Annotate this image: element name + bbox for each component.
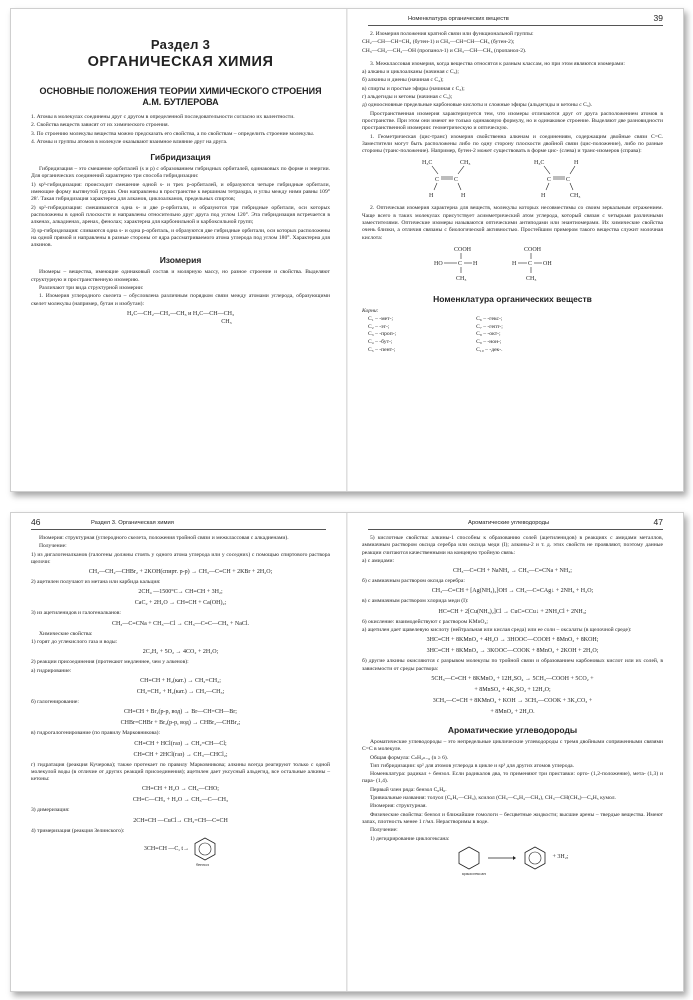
paragraph: б) галогенирование: (31, 698, 79, 705)
page-number: 39 (653, 13, 663, 23)
trimerization-row (31, 836, 330, 862)
list-item: г) альдегиды и кетоны (начиная с C₃); (362, 94, 453, 101)
hybrid-title: Гибридизация (150, 152, 211, 163)
lactic-acid-structure (362, 243, 662, 283)
formula: + 3H₂; (552, 854, 569, 861)
book-spread-top (10, 8, 684, 492)
page-left (11, 513, 346, 991)
root-item: C₈ – -окт-; (476, 331, 501, 338)
isomer-paragraph: Различают три вида структурной изомерии: (39, 285, 144, 292)
paragraph: 2. Оптическая изомерия характерна для веществ, молекулы которых несовместимы со своим зеркальным отражением. Чаще всего в таких молекулах присутствует асимметрический атом углерода, который связан с четырьмя различными заместителями. Оптические изомеры называются оптическими антиподами или энантиомерами. Их химические свойства очень близки, а отличия связаны с биологической активностью. Простейшим примером такого вещества служит молочная кислота: (362, 205, 663, 241)
root-item: C₂ – -эт-; (368, 323, 390, 330)
svg-text:C: C (566, 177, 571, 184)
formula: CH≡CH + H₂(кат.) → CH₂=CH₂; (140, 677, 221, 684)
roots-column (368, 316, 396, 354)
svg-text:H: H (512, 260, 517, 267)
formula: CaC₂ + 2H₂O → CH≡CH + Ca(OH)₂; (134, 600, 227, 607)
section-title: ОРГАНИЧЕСКАЯ ХИМИЯ (87, 54, 274, 70)
theory-points (31, 114, 330, 146)
paragraph: 1) дегидрирование циклогексана: (370, 835, 450, 842)
hybrid-paragraph: 3) sp-гибридизация: сливаются одна s- и одна p-орбиталь, и образуются две гибридные орбитали, оси которых расположены на одной прямой и направлены в разные стороны от ядра рассматриваемого атома углерода под углом 180°. Характерна для алкинов. (31, 227, 330, 249)
svg-text:H: H (473, 260, 478, 267)
paragraph: Первый член ряда: бензол C₆H₆. (370, 786, 447, 793)
paragraph: Ароматические углеводороды – это непредельные циклические углеводороды с тремя двойными сопряженными связями C=C в молекуле. (362, 738, 663, 753)
svg-text:H₃C: H₃C (422, 160, 433, 167)
label: в) с аммиачным раствором хлорида меди (I): (362, 598, 469, 605)
hybrid-paragraph: 1) sp³-гибридизация: происходит смешение одной s- и трех p-орбиталей, и образуются четыре гибридные орбитали, имеющие форму вытянутой груши. Они направлены в пространстве к вершинам тетраэдра, и углы между ними равны 109° 28′. Такая гибридизация характерна для алканов, циклоалканов, предельных спиртов; (31, 181, 330, 203)
root-item: C₉ – -нон-; (476, 339, 502, 346)
theory-point: 4. Атомы и группы атомов в молекуле оказывают взаимное влияние друг на друга. (31, 138, 228, 145)
section-label: Раздел 3 (150, 37, 211, 52)
theory-point: 2. Свойства веществ зависят от их химического строения. (31, 122, 169, 129)
label: б) с аммиачным раствором оксида серебра: (362, 578, 465, 585)
paragraph: б) другие алкины окисляются с разрывом молекулы по тройной связи и образованием карбоновых кислот или их солей, в зависимости от среды раствора: (362, 658, 663, 672)
svg-text:C: C (435, 177, 440, 184)
paragraph: Тривиальные названия: толуол (C₆H₅—CH₃), ксилол (CH₃—C₆H₄—CH₃), CH₃—CH(CH₃)—C₆H₅ кумол. (370, 795, 616, 802)
svg-text:C: C (454, 177, 459, 184)
list-item: б) алкины и диены (начиная с C₄); (362, 77, 444, 84)
formula: 2CH≡CH —CuCl→ CH₂=CH—C≡CH (133, 817, 228, 824)
running-header (368, 519, 663, 530)
paragraph: 3) димеризация: (31, 807, 70, 814)
svg-text:OH: OH (543, 260, 552, 267)
label: Получение: (39, 543, 67, 550)
theory-title: ОСНОВНЫЕ ПОЛОЖЕНИЯ ТЕОРИИ ХИМИЧЕСКОГО СТРОЕНИЯ А.М. БУТЛЕРОВА (39, 86, 322, 107)
formula: 5CH₃—C≡CH + 8KMnO₄ + 12H₂SO₄ → 5CH₃—COOH + 5CO₂ + (431, 675, 594, 682)
formula: 2CH₄ —1500°C→ CH≡CH + 3H₂; (138, 589, 223, 596)
formula-line: CH₂—CH—CH=CH₂ (бутен-1) и CH₃—CH=CH—CH₃ (бутен-2); (362, 39, 515, 46)
cyclohexane-caption: циклогексан (462, 870, 486, 876)
dehydrogenation-row (362, 845, 663, 871)
root-item: C₆ – -гекс-; (476, 316, 503, 323)
book-spread-bottom (10, 512, 684, 992)
paragraph: 1. Геометрическая (цис-транс) изомерия свойственна алкенам и соединениям, содержащим двойные связи C=C. Заместители могут быть расположены либо по одну сторону плоскости двойной связи (цис-положение), либо по разные стороны (транс-положение). Например, бутен-2 может существовать в форме цис- (слева) и транс-изомеров (справа): (362, 133, 663, 155)
isomer-paragraph: 1. Изомерия углеродного скелета – обусловлена различным порядком связи между атомами углерода, образующими скелет молекулы (например, бутан и изобутан): (31, 293, 330, 307)
isomer-title: Изомерия (159, 255, 202, 266)
paragraph: 2) реакции присоединения (протекают медленнее, чем у алкенов): (31, 659, 189, 666)
label: Химические свойства: (39, 630, 93, 637)
svg-text:C: C (528, 260, 533, 267)
formula: 3HC≡CH + 8KMnO₄ → 3KOOC—COOK + 8MnO₂ + 2KOH + 2H₂O; (426, 648, 599, 655)
paragraph: Пространственная изомерия характеризуется тем, что изомеры отличаются друг от друга расположением атомов в пространстве. При этом они имеют не только одинаковую формулу, но и одинаковое строение. Выделяют две разновидности пространственной изомерии: геометрическую и оптическую. (362, 110, 663, 132)
formula-line: CH₃—CH₂—CH₂—OH (пропанол-1) и CH₃—CH—CH₃ (пропанол-2). (362, 47, 527, 54)
formula: HC≡CH + 2[Cu(NH₃)₂]Cl → CuC≡CCu↓ + 2NH₄Cl + 2NH₃; (438, 608, 587, 615)
svg-text:CH₃: CH₃ (526, 275, 537, 282)
header-text: Номенклатура органических веществ (408, 16, 509, 22)
paragraph: 4) тримеризация (реакция Зелинского): (31, 827, 125, 834)
formula: + 8MnSO₄ + 4K₂SO₄ + 12H₂O; (474, 686, 551, 693)
svg-text:C: C (547, 177, 552, 184)
page-number: 47 (653, 517, 663, 527)
formula: CH₃—CH₂—CHBr₂ + 2KOH(спирт. р-р) → CH₃—C≡CH + 2KBr + 2H₂O; (88, 569, 273, 576)
svg-text:HO: HO (434, 260, 443, 267)
formula: 3CH₃—C≡CH + 8KMnO₄ + KOH → 3CH₃—COOK + 3K₂CO₃ + (432, 697, 593, 704)
label: а) с амидами: (362, 557, 395, 564)
formula: + 8MnO₂ + 2H₂O. (490, 708, 535, 715)
paragraph: в) гидрогалогенирование (по правилу Марковникова): (31, 730, 161, 737)
paragraph: 1) из дигалогеналканов (галогены должны стоять у одного атома углерода или у соседних) с помощью спиртового раствора щелочи: (31, 551, 330, 565)
paragraph: 6) окисление: взаимодействуют с раствором KMnO₄; (362, 618, 488, 625)
paragraph: а) ацетилен дает щавелевую кислоту (нейтральная или кислая среда) или ее соли – оксалаты (в щелочной среде): (362, 627, 632, 634)
paragraph: 5) кислотные свойства: алкины-1 способны к образованию солей (ацетиленидов) в реакциях с амидами металлов, аммиачным раствором оксида серебра или оксида меди (I); алкины-2 и т. д. этих свойств не проявляют, поэтому данные реакции считаются качественными на концевую тройную связь: (362, 535, 663, 556)
roots-column (476, 316, 503, 354)
header-text: Ароматические углеводороды (468, 520, 550, 526)
formula: CH₃—C≡CH + NaNH₂ → CH₃—C≡CNa + NH₃; (453, 568, 572, 575)
paragraph: 2) ацетилен получают из метана или карбида кальция: (31, 579, 161, 586)
butane-branch: CH₃ (221, 318, 232, 325)
paragraph: 3. Межклассовая изомерия, когда вещества относятся к разным классам, но при этом являются изомерами: (370, 60, 625, 67)
svg-text:CH₃: CH₃ (460, 160, 471, 167)
paragraph: 1) горят до углекислого газа и воды: (31, 639, 118, 646)
reaction-arrow-icon (487, 853, 517, 863)
theory-point: 1. Атомы в молекулах соединены друг с другом в определенной последовательности согласно их валентности. (31, 114, 295, 120)
nomenclature-title: Номенклатура органических веществ (433, 293, 592, 304)
page-right (348, 9, 683, 491)
root-item: C₁₀ – -дек-. (476, 346, 503, 353)
cyclohexane-ring-icon (457, 845, 481, 871)
formula: CH≡CH + H₂O → CH₃—CHO; (142, 786, 219, 793)
hybrid-paragraph: Гибридизация – это смешение орбиталей (s и p) с образованием гибридных орбиталей, одинаковых по форме и энергии. Для органических соединений характерно три способа гибридизации: (31, 166, 330, 180)
svg-text:CH₃: CH₃ (456, 275, 467, 282)
svg-text:H: H (541, 193, 546, 200)
formula: 3HC≡CH + 8KMnO₄ + 4H₂O → 3HOOC—COOH + 8MnO₂ + 8KOH; (426, 637, 599, 644)
formula: CH₃—C≡CH + [Ag(NH₃)₂]OH → CH₃—C≡CAg↓ + 2NH₃ + H₂O; (431, 588, 594, 595)
list-item: д) одноосновные предельные карбоновые кислоты и сложные эфиры (альдегиды и кетоны с C₃). (362, 102, 593, 109)
running-header (31, 519, 326, 530)
formula: CH₃—C≡CNa + CH₃—Cl → CH₃—C≡C—CH₃ + NaCl. (111, 620, 250, 627)
roots-label: Корни: (362, 307, 379, 314)
theory-point: 3. По строению молекулы вещества можно предсказать его свойства, а по свойствам – определить строение молекулы. (31, 130, 315, 137)
paragraph: Номенклатура: радикал + бензол. Если радикалов два, то применяют три приставки: орто- (1,2-положение), мета- (1,3) и пара- (1,4). (362, 771, 663, 785)
benzene-ring-icon (523, 845, 547, 871)
aromatic-title: Ароматические углеводороды (447, 724, 578, 735)
formula: CH≡CH + 2HCl(газ) → CH₃—CHCl₂; (133, 751, 228, 758)
cis-trans-butene-structure (362, 156, 662, 200)
svg-text:H: H (574, 160, 579, 167)
formula: CHBr=CHBr + Br₂(р-р, вод) → CHBr₂—CHBr₂; (120, 720, 241, 727)
paragraph: г) гидратация (реакция Кучерова); также протекает по правилу Марковникова; алкины всегда реагируют только с одной молекулой воды (в отличие от других реакций присоединения); ацетилен дает уксусный альдегид, все остальные алкины – кетоны: (31, 761, 330, 783)
root-item: C₃ – -проп-; (368, 331, 397, 338)
butane-formula: H₃C—CH₂—CH₂—CH₃ и H₃C—CH—CH₃ (126, 310, 235, 317)
paragraph: 3) из ацетиленидов и галогеналканов: (31, 610, 121, 617)
paragraph: Физические свойства: бензол и ближайшие гомологи – бесцветные жидкости; высшие арены – твердые вещества. Имеют запах, плотность менее 1 г/мл. Нерастворимы в воде. (362, 811, 663, 825)
svg-text:H₃C: H₃C (534, 160, 545, 167)
running-header (368, 15, 663, 26)
root-item: C₅ – -пент-; (368, 346, 396, 353)
svg-text:H: H (461, 193, 466, 200)
svg-text:C: C (458, 260, 463, 267)
hybrid-paragraph: 2) sp²-гибридизация: смешиваются одна s- и две p-орбитали, и образуются три гибридные орбитали, оси которых расположены в одной плоскости и направлены относительно друг друга под углом 120°. Эта гибридизация встречается в алкенах, алкадиенах, аренах, фенолах; характерна для карбонильной и карбоксильной групп; (31, 204, 330, 226)
root-item: C₇ – -гепт-; (476, 323, 503, 330)
roots-table (368, 316, 663, 354)
svg-text:CH₃: CH₃ (570, 193, 581, 200)
page-right (348, 513, 683, 991)
formula: 2C₂H₂ + 5O₂ → 4CO₂ + 2H₂O; (142, 649, 219, 656)
isomer-paragraph: Изомеры – вещества, имеющие одинаковый состав и молярную массу, но разное строение и свойства. Выделяют структурную и пространственную изомерию. (31, 269, 330, 283)
benzene-ring-icon (193, 836, 217, 862)
paragraph: Изомерия: структурная (углеродного скелета, положения тройной связи и межклассовая с алкадиенами). (39, 535, 289, 541)
label: Получение: (370, 827, 398, 834)
root-item: C₁ – -мет-; (368, 316, 394, 323)
list-item: в) спирты и простые эфиры (начиная с C₂); (362, 85, 465, 92)
formula: CH₂=CH₂ + H₂(кат.) → CH₃—CH₃; (136, 688, 225, 695)
paragraph: Изомерия: структурная. (370, 803, 427, 810)
page-left (11, 9, 346, 491)
root-item: C₄ – -бут-; (368, 339, 393, 346)
benzene-caption: бензол (196, 862, 209, 868)
paragraph: 2. Изомерия положения кратной связи или функциональной группы: (370, 31, 534, 37)
formula: CH≡CH + Br₂(р-р, вод) → Br—CH=CH—Br; (124, 709, 237, 716)
formula: CH≡C—CH₃ + H₂O → CH₃—C—CH₃ (132, 797, 229, 804)
paragraph: Общая формула: CₙH₂ₙ₋₆ (n ≥ 6). (370, 754, 449, 761)
header-text: Раздел 3. Органическая химия (91, 520, 174, 526)
list-item: а) алканы и циклоалканы (начиная с C₃); (362, 69, 459, 76)
svg-text:COOH: COOH (524, 246, 542, 253)
svg-text:H: H (429, 193, 434, 200)
page-number: 46 (31, 517, 41, 527)
formula: 3CH≡CH —C, t→ (143, 845, 190, 852)
svg-text:COOH: COOH (454, 246, 472, 253)
formula: CH≡CH + HCl(газ) → CH₂=CH—Cl; (134, 740, 227, 747)
paragraph: Тип гибридизации: sp² для атомов углерода в цикле и sp³ для других атомов углерода. (370, 762, 575, 769)
paragraph: а) гидрирование: (31, 667, 72, 674)
